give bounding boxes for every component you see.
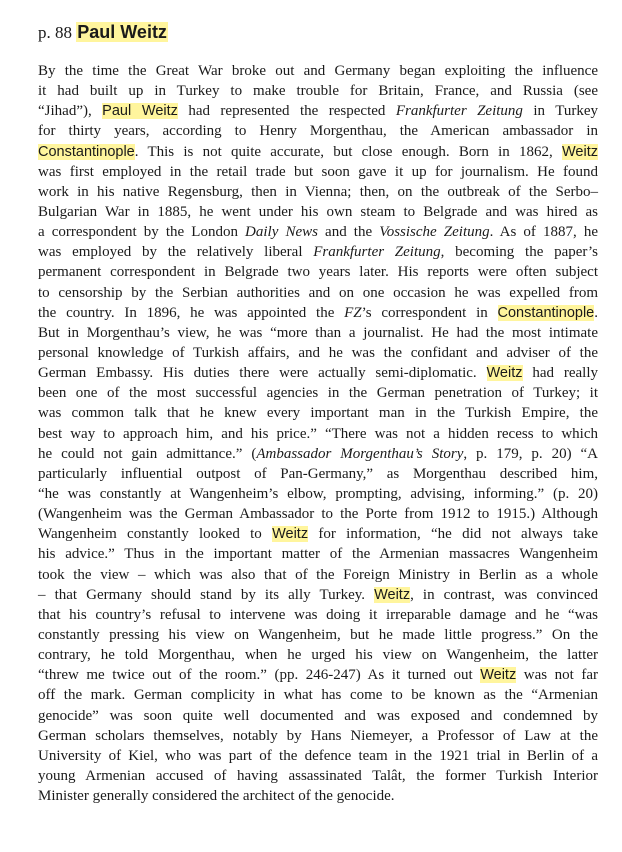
text-run: was employed by the relatively liberal [38,244,314,261]
text-run: young Armenian accused of having assassinated Talât, the former Turkish Interior [38,767,598,784]
text-run: By the time the Great War broke out and Germany began exploiting the influence [38,63,598,79]
text-line [38,766,598,786]
text-run: was common talk that he knew every important man in the Turkish Empire, the [38,405,598,422]
text-run: a correspondent by the London [38,224,246,241]
text-line [38,303,598,323]
text-run: Bulgarian War in 1885, he went under his own steam to Belgrade and was hired as [38,203,598,220]
text-run: took the view – which was also that of the Foreign Ministry in Berlin as a whole [38,566,598,583]
text-run: . [594,304,598,321]
text-run: the country. In 1896, he was appointed the [38,304,345,321]
text-run: for information, “he did not always take [308,526,598,543]
text-line [38,383,598,403]
text-line [38,524,598,544]
text-line [38,706,598,726]
text-line [38,121,598,141]
text-run: constantly pressing his view on Wangenheim, but he made little progress.” On the [38,626,598,643]
text-run: German scholars themselves, notably by Hans Niemeyer, a Professor of Law at the [38,727,598,744]
text-line [38,504,598,524]
text-run: off the mark. German complicity in what has come to be known as the “Armenian [38,687,598,704]
text-run: (Wangenheim was the German Ambassador to the Porte from 1912 to 1915.) Although [38,506,598,523]
text-line [38,363,598,383]
text-line [38,142,598,162]
italic-title: Daily News [245,224,318,241]
text-line [38,786,598,806]
highlighted-term: Weitz [272,526,309,543]
highlighted-term: Weitz [374,586,411,603]
text-run: that his country’s refusal to intervene was doing it irreparable damage and he “was [38,606,598,623]
text-line [38,484,598,504]
text-run: was first employed in the retail trade but soon gave it up for journalism. He found [38,163,598,180]
italic-title: Frankfurter Zeitung [395,103,523,120]
text-run: work in his native Regensburg, then in Vienna; then, on the outbreak of the Serbo– [38,183,598,200]
text-line [38,625,598,645]
text-run: he could not gain admittance.” ( [38,445,257,462]
text-run: German Embassy. His duties there were actually semi-diplomatic. [38,365,487,382]
text-line [38,605,598,625]
text-run: his advice.” Thus in the important matter of the Armenian massacres Wangenheim [38,546,598,563]
entry-paragraph [38,61,598,806]
highlighted-term: Constantinople [497,304,595,321]
text-run: personal knowledge of Turkish affairs, and he was the confidant and adviser of the [38,344,598,361]
text-run: , becoming the paper’s [440,244,598,261]
highlighted-term: Weitz [480,667,517,684]
text-line [38,685,598,705]
entry-heading [38,20,168,45]
text-run: “Jihad”), [38,103,103,120]
text-line [38,61,598,81]
highlighted-term: Weitz [486,365,523,382]
text-line [38,746,598,766]
text-line [38,101,598,121]
italic-title: Frankfurter Zeitung [313,244,441,261]
text-run: had really [522,365,598,382]
entry-name-highlighted: Paul Weitz [77,22,167,42]
text-run: and the [317,224,380,241]
text-run: , in contrast, was convinced [410,586,598,603]
text-run: “threw me twice out of the room.” (pp. 246-247) As it turned out [38,667,481,684]
text-line [38,162,598,182]
text-line [38,222,598,242]
text-line [38,262,598,282]
italic-title: FZ [344,304,362,321]
text-run: in Turkey [522,103,598,120]
text-run: was not far [516,667,598,684]
text-run: particularly influential outpost of Pan-Germany,” as Morgenthau described him, [38,465,598,482]
text-run: Wangenheim constantly looked to [38,526,273,543]
text-run: “he was constantly at Wangenheim’s elbow, prompting, advising, informing.” (p. 20) [38,485,598,502]
highlighted-term: Paul Weitz [102,103,178,120]
page-reference: p. 88 [38,23,72,42]
text-line [38,565,598,585]
text-run: Minister generally considered the architect of the genocide. [38,788,395,805]
italic-title: Vossische Zeitung [379,224,490,241]
text-run: . This is not quite accurate, but close enough. Born in 1862, [134,143,562,160]
text-run: ’s correspondent in [361,304,498,321]
text-run: But in Morgenthau’s view, he was “more than a journalist. He had the most intimate [38,324,598,341]
text-line [38,665,598,685]
text-line [38,424,598,444]
text-line [38,403,598,423]
text-run: . As of 1887, he [489,224,598,241]
text-run: , p. 179, p. 20) “A [463,445,598,462]
italic-title: Ambassador Morgenthau’s Story [256,445,464,462]
text-run: University of Kiel, who was part of the defence team in the 1921 trial in Berlin of a [38,747,598,764]
text-line [38,81,598,101]
text-run: – that Germany should stand by its ally Turkey. [38,586,375,603]
text-line [38,182,598,202]
text-run: been one of the most successful agencies in the German penetration of Turkey; it [38,385,598,402]
highlighted-term: Weitz [562,143,598,160]
text-run: contrary, he told Morgenthau, when he urged his view on Wangenheim, the latter [38,647,598,664]
highlighted-term: Constantinople [38,143,135,160]
text-line [38,645,598,665]
text-line [38,202,598,222]
text-run: to censorship by the Serbian authorities and on one occasion he was expelled from [38,284,598,301]
text-run: permanent correspondent in Belgrade two years later. His reports were often subject [38,264,598,281]
text-run: genocide” was soon quite well documented and was exposed and condemned by [38,707,598,724]
text-line [38,544,598,564]
text-run: for thirty years, according to Henry Morgenthau, the American ambassador in [38,123,598,140]
text-line [38,444,598,464]
text-run: it had built up in Turkey to make trouble for Britain, France, and Russia (see [38,83,598,100]
text-line [38,726,598,746]
text-line [38,585,598,605]
text-run: best way to approach him, and his price.” “There was not a hidden recess to which [38,425,598,442]
text-line [38,464,598,484]
text-line [38,343,598,363]
text-line [38,323,598,343]
text-line [38,283,598,303]
text-run: had represented the respected [177,103,396,120]
text-line [38,242,598,262]
